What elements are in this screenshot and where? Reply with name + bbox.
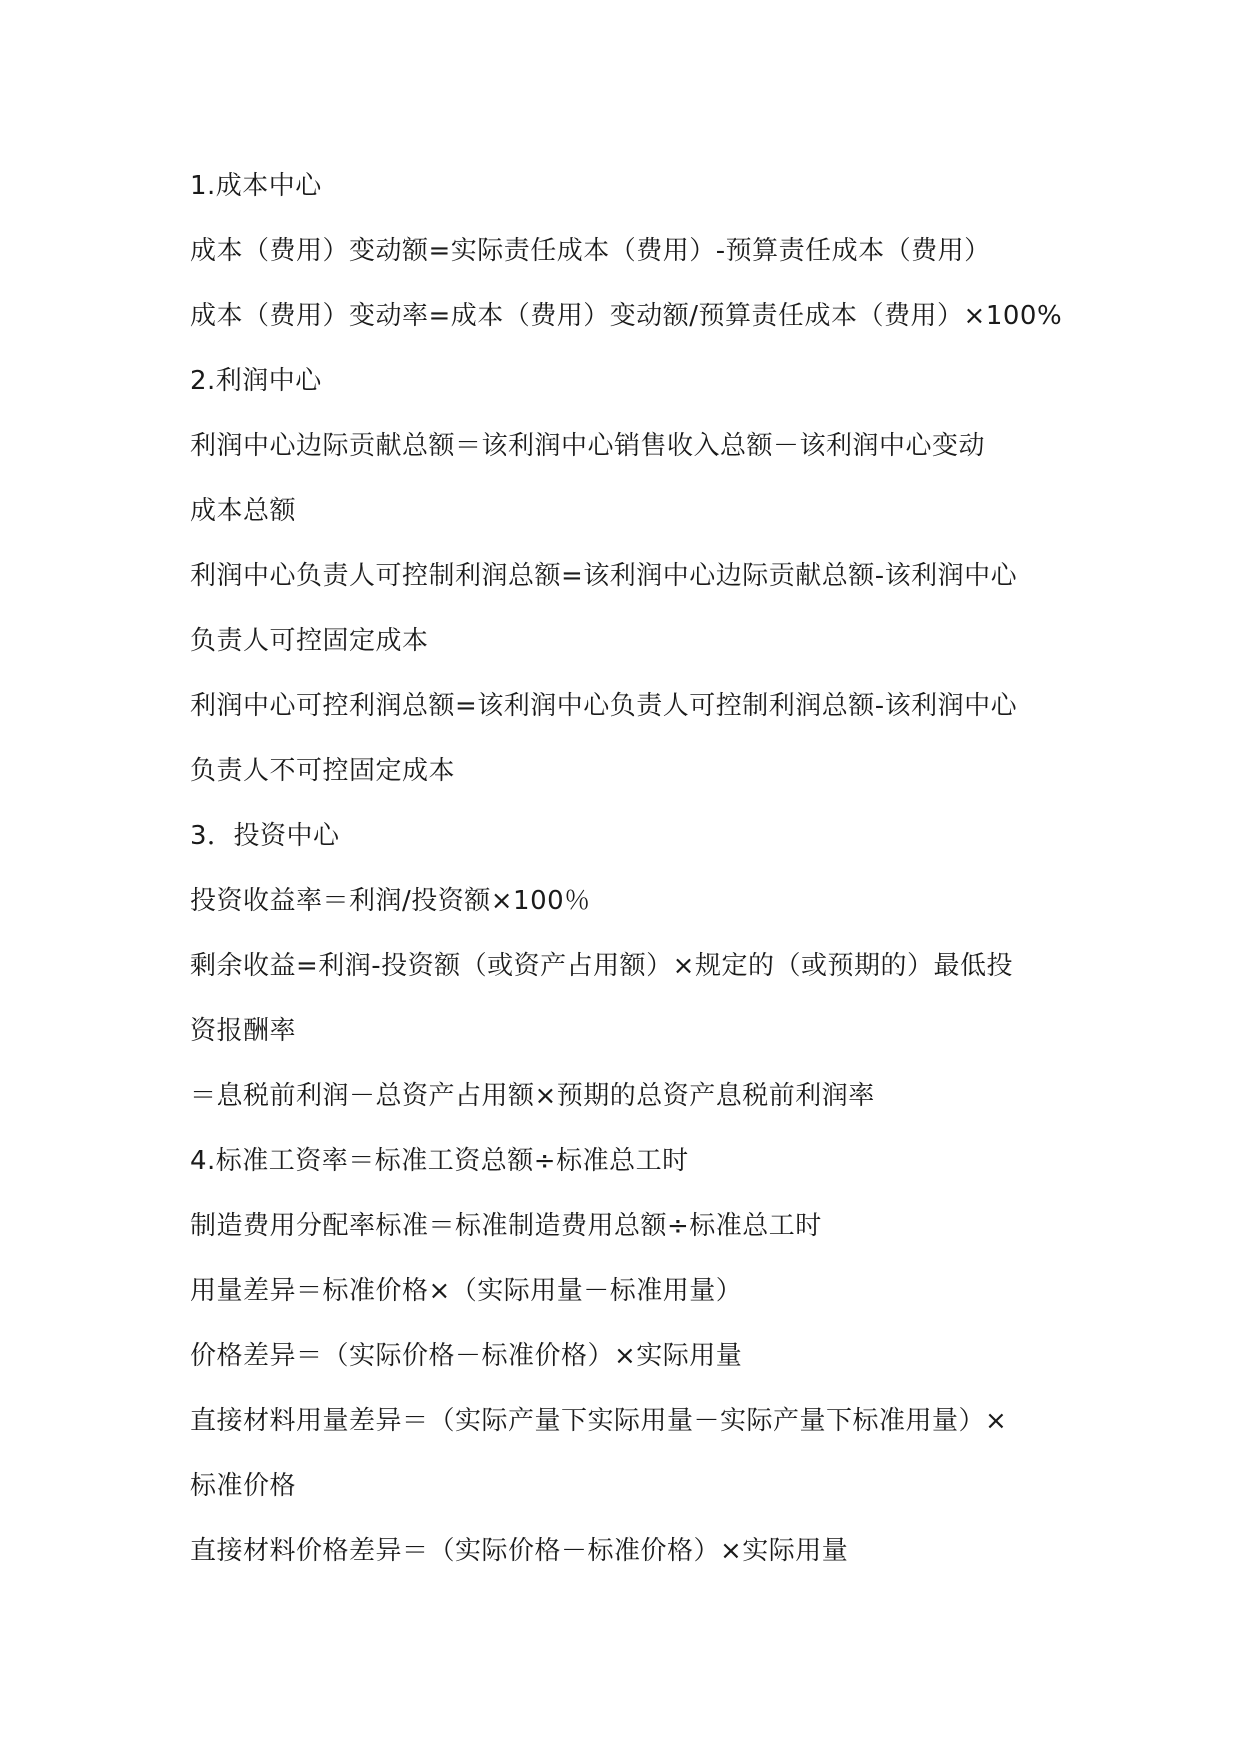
formula-material-quantity-variance: 直接材料用量差异＝（实际产量下实际用量－实际产量下标准用量）× <box>190 1406 1008 1436</box>
formula-material-quantity-variance-cont: 标准价格 <box>190 1471 297 1501</box>
formula-return-on-investment: 投资收益率＝利润/投资额×100％ <box>190 886 591 916</box>
formula-material-price-variance: 直接材料价格差异＝（实际价格－标准价格）×实际用量 <box>190 1536 849 1566</box>
formula-cost-change-rate: 成本（费用）变动率=成本（费用）变动额/预算责任成本（费用）×100% <box>190 301 1063 331</box>
formula-residual-income-cont: 资报酬率 <box>190 1016 297 1046</box>
formula-cost-change-amount: 成本（费用）变动额=实际责任成本（费用）-预算责任成本（费用） <box>190 236 991 266</box>
formula-center-controllable-profit: 利润中心可控利润总额=该利润中心负责人可控制利润总额-该利润中心 <box>190 691 1018 721</box>
formula-quantity-variance: 用量差异＝标准价格×（实际用量－标准用量） <box>190 1276 743 1306</box>
formula-controllable-profit-cont: 负责人可控固定成本 <box>190 626 429 656</box>
formula-price-variance: 价格差异＝（实际价格－标准价格）×实际用量 <box>190 1341 743 1371</box>
formula-residual-income-alt: ＝息税前利润－总资产占用额×预期的总资产息税前利润率 <box>190 1081 875 1111</box>
formula-overhead-allocation-rate: 制造费用分配率标准＝标准制造费用总额÷标准总工时 <box>190 1211 822 1241</box>
formula-residual-income: 剩余收益=利润-投资额（或资产占用额）×规定的（或预期的）最低投 <box>190 951 1013 981</box>
section-heading-cost-center: 1.成本中心 <box>190 171 322 201</box>
formula-marginal-contribution-cont: 成本总额 <box>190 496 297 526</box>
formula-standard-wage-rate: 4.标准工资率＝标准工资总额÷标准总工时 <box>190 1146 689 1176</box>
document-body <box>190 158 1090 1588</box>
formula-marginal-contribution: 利润中心边际贡献总额＝该利润中心销售收入总额－该利润中心变动 <box>190 431 986 461</box>
section-heading-profit-center: 2.利润中心 <box>190 366 322 396</box>
formula-controllable-profit: 利润中心负责人可控制利润总额=该利润中心边际贡献总额-该利润中心 <box>190 561 1018 591</box>
section-heading-investment-center: 3．投资中心 <box>190 821 340 851</box>
formula-center-controllable-profit-cont: 负责人不可控固定成本 <box>190 756 456 786</box>
